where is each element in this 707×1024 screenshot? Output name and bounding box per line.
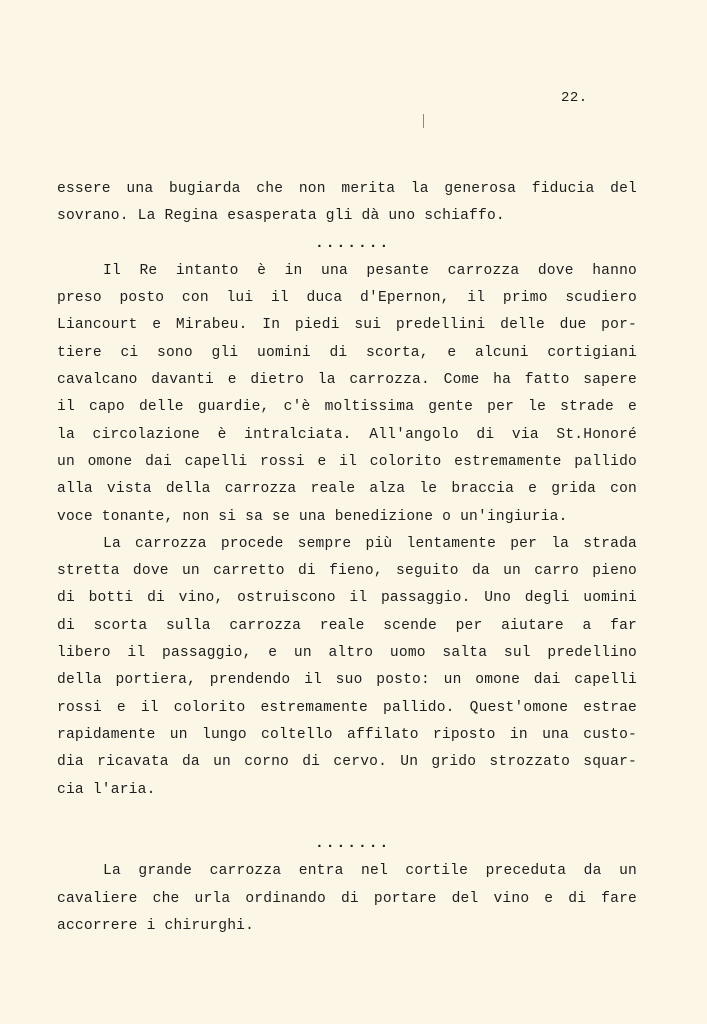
margin-mark — [423, 114, 424, 128]
section-separator: ....... — [315, 235, 391, 252]
text-line: Liancourt e Mirabeu. In piedi sui predellini delle due por- — [57, 317, 637, 334]
text-line: tiere ci sono gli uomini di scorta, e alcuni cortigiani — [57, 344, 637, 361]
text-line: di scorta sulla carrozza reale scende per aiutare a far — [57, 617, 637, 634]
text-line: alla vista della carrozza reale alza le braccia e grida con — [57, 481, 637, 498]
text-line: stretta dove un carretto di fieno, seguito da un carro pieno — [57, 563, 637, 580]
body-text — [57, 176, 637, 940]
text-line: cavaliere che urla ordinando di portare del vino e di fare — [57, 890, 637, 907]
text-line: un omone dai capelli rossi e il colorito estremamente pallido — [57, 453, 637, 470]
text-line: di botti di vino, ostruiscono il passaggio. Uno degli uomini — [57, 590, 637, 607]
section-separator: ....... — [315, 836, 391, 853]
text-line: cia l'aria. — [57, 781, 156, 798]
text-line: preso posto con lui il duca d'Epernon, il primo scudiero — [57, 290, 637, 307]
paragraph-first-line: Il Re intanto è in una pesante carrozza dove hanno — [103, 262, 637, 279]
text-line: rossi e il colorito estremamente pallido. Quest'omone estrae — [57, 699, 637, 716]
page-number: 22. — [561, 90, 588, 106]
paragraph-first-line: La grande carrozza entra nel cortile preceduta da un — [103, 863, 637, 880]
text-line: rapidamente un lungo coltello affilato riposto in una custo- — [57, 726, 637, 743]
text-line: dia ricavata da un corno di cervo. Un grido strozzato squar- — [57, 754, 637, 771]
text-line: cavalcano davanti e dietro la carrozza. Come ha fatto sapere — [57, 372, 637, 389]
text-line: la circolazione è intralciata. All'angolo di via St.Honoré — [57, 426, 637, 443]
text-line: il capo delle guardie, c'è moltissima gente per le strade e — [57, 399, 637, 416]
text-line: della portiera, prendendo il suo posto: un omone dai capelli — [57, 672, 637, 689]
text-line: libero il passaggio, e un altro uomo salta sul predellino — [57, 645, 637, 662]
text-line: voce tonante, non si sa se una benedizione o un'ingiuria. — [57, 508, 568, 525]
text-line: essere una bugiarda che non merita la generosa fiducia del — [57, 181, 637, 197]
blank-line — [57, 804, 637, 831]
text-line: sovrano. La Regina esasperata gli dà uno schiaffo. — [57, 208, 505, 225]
paragraph-first-line: La carrozza procede sempre più lentamente per la strada — [103, 535, 637, 552]
text-line: accorrere i chirurghi. — [57, 918, 255, 935]
